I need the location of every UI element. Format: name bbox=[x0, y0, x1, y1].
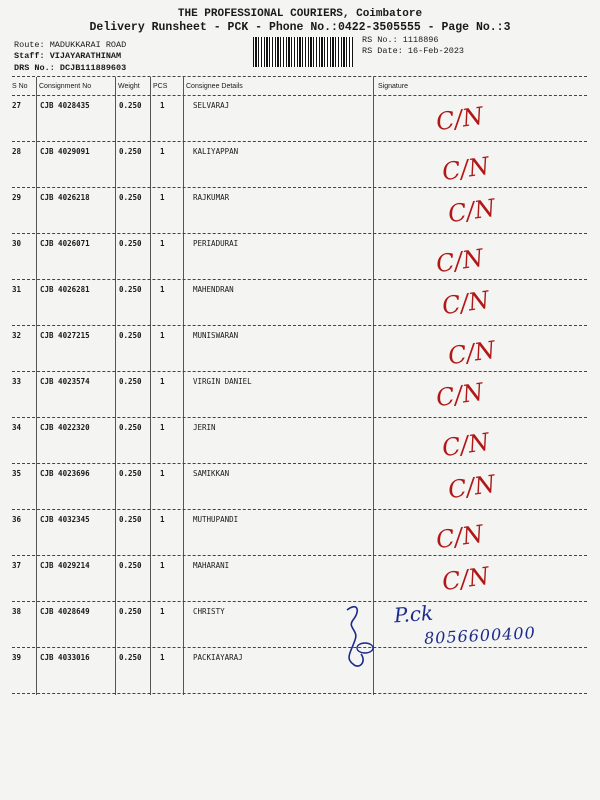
row-weight: 0.250 bbox=[119, 147, 142, 156]
row-weight: 0.250 bbox=[119, 101, 142, 110]
handwritten-cn-signature: C/N bbox=[446, 469, 498, 505]
row-separator bbox=[12, 509, 587, 510]
row-separator bbox=[12, 187, 587, 188]
col-header-sno: S No bbox=[12, 83, 28, 90]
handwritten-cn-signature: C/N bbox=[440, 561, 492, 597]
row-pieces: 1 bbox=[160, 377, 165, 386]
row-consignment-number: CJB 4023574 bbox=[40, 377, 90, 386]
row-serial-number: 28 bbox=[12, 147, 22, 156]
row-separator bbox=[12, 647, 587, 648]
handwritten-cn-signature: C/N bbox=[446, 193, 498, 229]
row-consignment-number: CJB 4029214 bbox=[40, 561, 90, 570]
row-weight: 0.250 bbox=[119, 331, 142, 340]
row-separator bbox=[12, 693, 587, 694]
row-pieces: 1 bbox=[160, 653, 165, 662]
row-weight: 0.250 bbox=[119, 423, 142, 432]
handwritten-cn-signature: C/N bbox=[434, 243, 486, 279]
row-separator bbox=[12, 371, 587, 372]
staff-label: Staff: VIJAYARATHINAM bbox=[14, 51, 122, 61]
row-consignee-name: MAHARANI bbox=[193, 561, 230, 570]
row-consignment-number: CJB 4032345 bbox=[40, 515, 90, 524]
row-consignee-name: CHRISTY bbox=[193, 607, 225, 616]
handwritten-cn-signature: C/N bbox=[446, 335, 498, 371]
row-pieces: 1 bbox=[160, 469, 165, 478]
row-serial-number: 32 bbox=[12, 331, 22, 340]
row-serial-number: 39 bbox=[12, 653, 22, 662]
row-weight: 0.250 bbox=[119, 469, 142, 478]
row-consignee-name: MUTHUPANDI bbox=[193, 515, 239, 524]
row-consignment-number: CJB 4023696 bbox=[40, 469, 90, 478]
row-pieces: 1 bbox=[160, 331, 165, 340]
column-divider bbox=[183, 77, 184, 695]
row-pieces: 1 bbox=[160, 423, 165, 432]
row-separator bbox=[12, 555, 587, 556]
row-consignee-name: JERIN bbox=[193, 423, 216, 432]
row-weight: 0.250 bbox=[119, 193, 142, 202]
row-separator bbox=[12, 141, 587, 142]
column-divider bbox=[36, 77, 37, 695]
row-serial-number: 36 bbox=[12, 515, 22, 524]
row-weight: 0.250 bbox=[119, 653, 142, 662]
row-consignment-number: CJB 4022320 bbox=[40, 423, 90, 432]
handwritten-cn-signature: C/N bbox=[434, 377, 486, 413]
handwritten-phone: 8056600400 bbox=[423, 623, 537, 648]
row-serial-number: 31 bbox=[12, 285, 22, 294]
row-serial-number: 27 bbox=[12, 101, 22, 110]
col-header-signature: Signature bbox=[378, 83, 408, 90]
row-separator bbox=[12, 279, 587, 280]
col-header-pcs: PCS bbox=[153, 83, 168, 90]
col-header-consignee: Consignee Details bbox=[186, 83, 243, 90]
row-weight: 0.250 bbox=[119, 607, 142, 616]
handwritten-cn-signature: C/N bbox=[440, 151, 492, 187]
table-header-rule bbox=[12, 95, 587, 96]
row-consignment-number: CJB 4029091 bbox=[40, 147, 90, 156]
rs-date: RS Date: 16-Feb-2023 bbox=[362, 46, 465, 56]
handwritten-signature-scribble bbox=[335, 600, 385, 680]
row-serial-number: 30 bbox=[12, 239, 22, 248]
row-consignee-name: MUNISWARAN bbox=[193, 331, 239, 340]
row-pieces: 1 bbox=[160, 561, 165, 570]
row-serial-number: 33 bbox=[12, 377, 22, 386]
row-consignee-name: RAJKUMAR bbox=[193, 193, 230, 202]
col-header-consignment: Consignment No bbox=[39, 83, 92, 90]
handwritten-pck: P.ck bbox=[393, 600, 434, 628]
column-divider bbox=[150, 77, 151, 695]
drs-label: DRS No.: DCJB111889603 bbox=[14, 63, 127, 73]
row-consignee-name: KALIYAPPAN bbox=[193, 147, 239, 156]
row-consignee-name: PERIADURAI bbox=[193, 239, 239, 248]
row-separator bbox=[12, 601, 587, 602]
row-pieces: 1 bbox=[160, 147, 165, 156]
column-divider bbox=[115, 77, 116, 695]
runsheet-subtitle: Delivery Runsheet - PCK - Phone No.:0422-3505555 - Page No.:3 bbox=[89, 21, 511, 34]
row-consignment-number: CJB 4026281 bbox=[40, 285, 90, 294]
row-separator bbox=[12, 233, 587, 234]
table-top-rule bbox=[12, 76, 587, 77]
row-serial-number: 34 bbox=[12, 423, 22, 432]
row-weight: 0.250 bbox=[119, 515, 142, 524]
row-pieces: 1 bbox=[160, 515, 165, 524]
row-consignment-number: CJB 4028435 bbox=[40, 101, 90, 110]
row-consignment-number: CJB 4027215 bbox=[40, 331, 90, 340]
handwritten-cn-signature: C/N bbox=[440, 427, 492, 463]
row-consignment-number: CJB 4033016 bbox=[40, 653, 90, 662]
row-separator bbox=[12, 463, 587, 464]
row-weight: 0.250 bbox=[119, 561, 142, 570]
barcode-image bbox=[253, 37, 353, 67]
row-consignee-name: SAMIKKAN bbox=[193, 469, 230, 478]
handwritten-cn-signature: C/N bbox=[434, 519, 486, 555]
row-pieces: 1 bbox=[160, 285, 165, 294]
row-serial-number: 38 bbox=[12, 607, 22, 616]
route-label: Route: MADUKKARAI ROAD bbox=[14, 40, 127, 50]
row-pieces: 1 bbox=[160, 193, 165, 202]
row-consignment-number: CJB 4026218 bbox=[40, 193, 90, 202]
row-separator bbox=[12, 417, 587, 418]
row-pieces: 1 bbox=[160, 101, 165, 110]
row-consignee-name: SELVARAJ bbox=[193, 101, 230, 110]
col-header-weight: Weight bbox=[118, 83, 140, 90]
row-pieces: 1 bbox=[160, 607, 165, 616]
row-consignment-number: CJB 4026071 bbox=[40, 239, 90, 248]
rs-number: RS No.: 1118896 bbox=[362, 35, 439, 45]
handwritten-cn-signature: C/N bbox=[434, 101, 486, 137]
company-title: THE PROFESSIONAL COURIERS, Coimbatore bbox=[177, 8, 423, 20]
row-serial-number: 29 bbox=[12, 193, 22, 202]
row-weight: 0.250 bbox=[119, 285, 142, 294]
row-consignee-name: MAHENDRAN bbox=[193, 285, 234, 294]
row-consignment-number: CJB 4028649 bbox=[40, 607, 90, 616]
row-weight: 0.250 bbox=[119, 239, 142, 248]
row-weight: 0.250 bbox=[119, 377, 142, 386]
row-consignee-name: VIRGIN DANIEL bbox=[193, 377, 252, 386]
row-serial-number: 35 bbox=[12, 469, 22, 478]
row-pieces: 1 bbox=[160, 239, 165, 248]
row-serial-number: 37 bbox=[12, 561, 22, 570]
handwritten-cn-signature: C/N bbox=[440, 285, 492, 321]
row-separator bbox=[12, 325, 587, 326]
row-consignee-name: PACKIAYARAJ bbox=[193, 653, 243, 662]
